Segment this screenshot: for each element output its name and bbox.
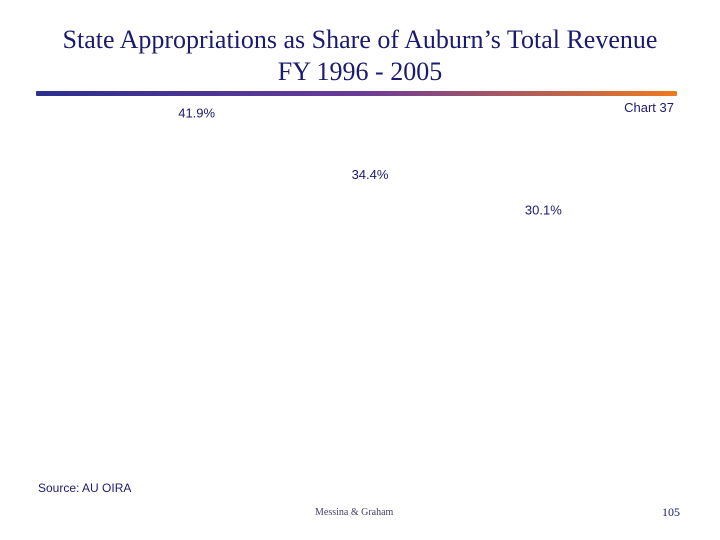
chart-number: Chart 37 (624, 100, 674, 115)
data-label: 30.1% (524, 202, 562, 218)
source-note: Source: AU OIRA (38, 481, 132, 495)
data-label: 41.9% (178, 105, 216, 121)
data-label: 34.4% (351, 167, 389, 183)
page-number: 105 (662, 505, 680, 519)
footer-credit: Messina & Graham (315, 507, 394, 518)
title-line-1: State Appropriations as Share of Auburn’s Total Revenue (62, 25, 658, 54)
title-line-2: FY 1996 - 2005 (277, 57, 443, 86)
